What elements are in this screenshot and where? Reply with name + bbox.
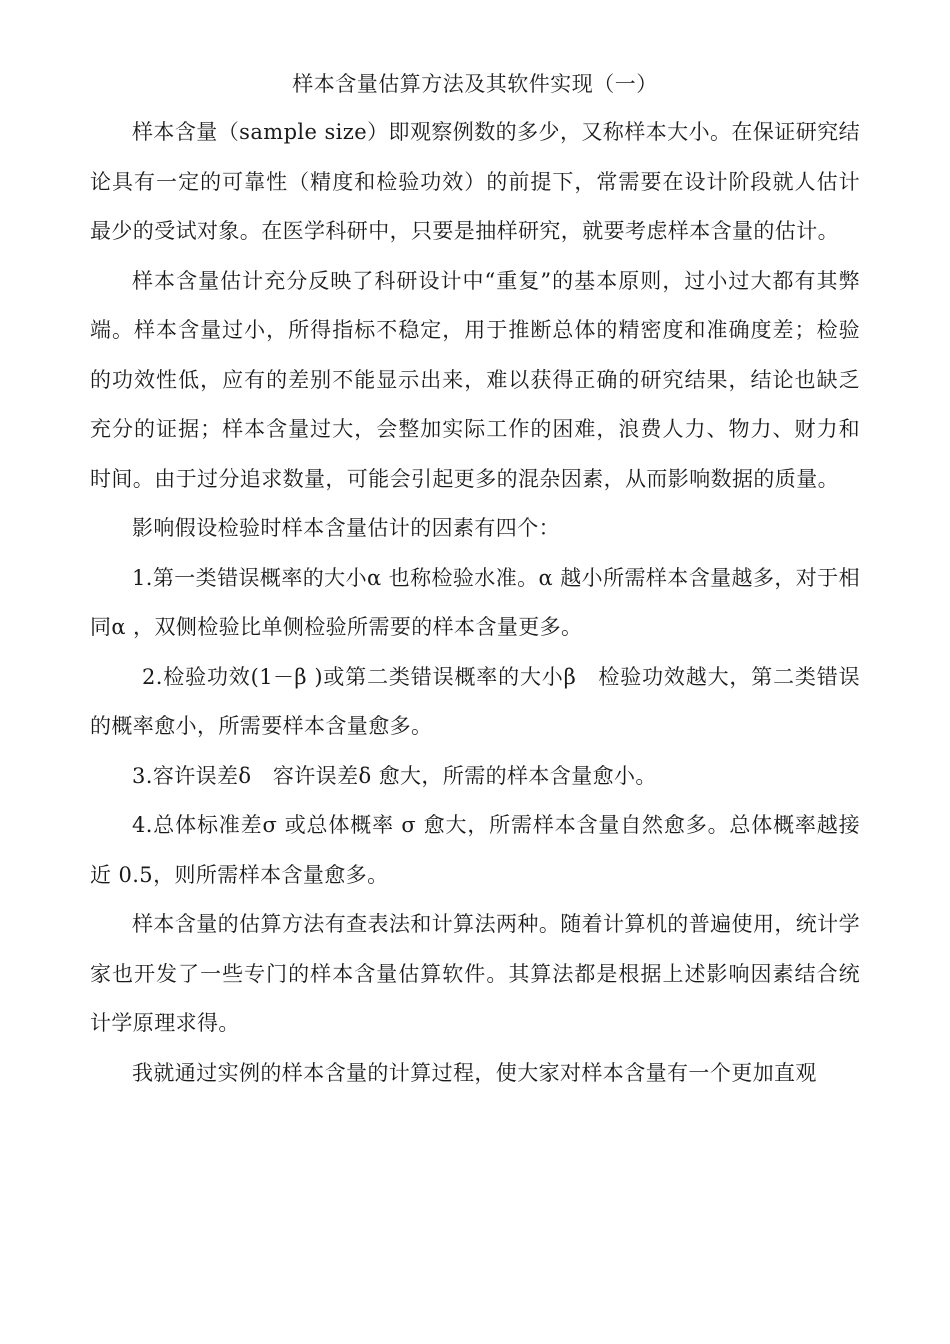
list-item-alpha: 1.第一类错误概率的大小α 也称检验水准。α 越小所需样本含量越多，对于相同α ，双侧检验比单侧检验所需要的样本含量更多。 <box>90 565 860 639</box>
paragraph-methods: 样本含量的估算方法有查表法和计算法两种。随着计算机的普遍使用，统计学家也开发了一些专门的样本含量估算软件。其算法都是根据上述影响因素结合统计学原理求得。 <box>90 912 860 1035</box>
paragraph-importance: 样本含量估计充分反映了科研设计中“重复”的基本原则，过小过大都有其弊端。样本含量过小，所得指标不稳定，用于推断总体的精密度和准确度差；检验的功效性低，应有的差别不能显示出来，难以获得正确的研究结果，结论也缺乏充分的证据；样本含量过大，会整加实际工作的困难，浪费人力、物力、财力和时间。由于过分追求数量，可能会引起更多的混杂因素，从而影响数据的质量。 <box>90 268 860 491</box>
document-page <box>90 64 860 1098</box>
list-item-sigma: 4.总体标准差σ 或总体概率 σ 愈大，所需样本含量自然愈多。总体概率越接近 0.5，则所需样本含量愈多。 <box>90 813 860 887</box>
document-title: 样本含量估算方法及其软件实现（一） <box>292 72 658 96</box>
paragraph-example-intro: 我就通过实例的样本含量的计算过程，使大家对样本含量有一个更加直观 <box>132 1060 817 1085</box>
paragraph-factors-intro: 影响假设检验时样本含量估计的因素有四个： <box>132 516 560 540</box>
list-item-power: 2.检验功效(1－β )或第二类错误概率的大小β 检验功效越大，第二类错误的概率愈小，所需要样本含量愈多。 <box>90 664 860 738</box>
paragraph-definition: 样本含量（sample size）即观察例数的多少，又称样本大小。在保证研究结论具有一定的可靠性（精度和检验功效）的前提下，常需要在设计阶段就人估计最少的受试对象。在医学科研中，只要是抽样研究，就要考虑样本含量的估计。 <box>90 120 860 243</box>
list-item-delta: 3.容许误差δ 容许误差δ 愈大，所需的样本含量愈小。 <box>132 763 657 788</box>
